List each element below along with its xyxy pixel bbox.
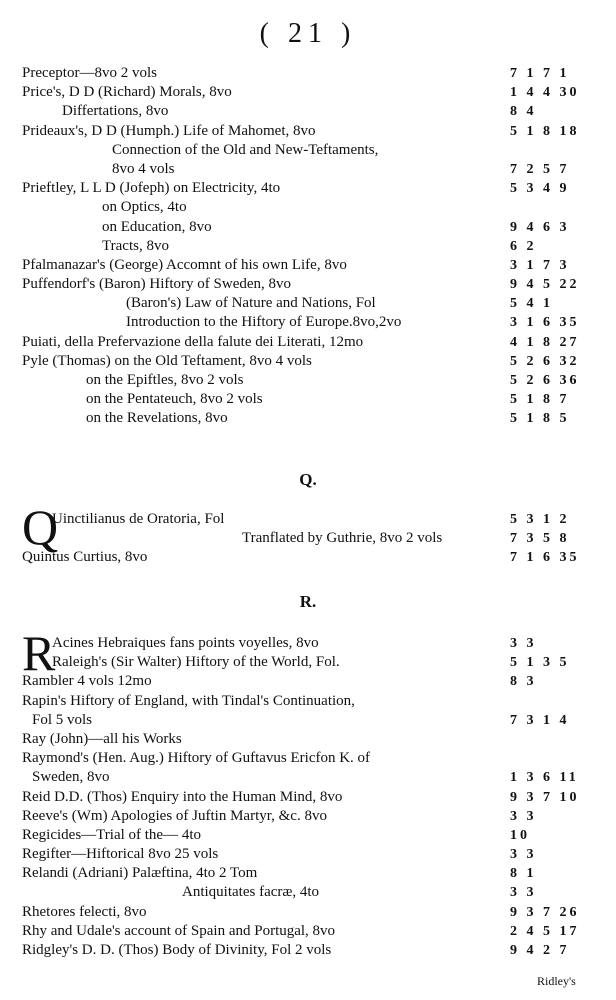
catalogue-entry: [22, 83, 604, 102]
entry-price: 4 1 8 27: [510, 334, 580, 350]
catalogue-entry: [22, 768, 604, 787]
entry-title: Pyle (Thomas) on the Old Teftament, 8vo 4 vols: [22, 352, 312, 369]
entry-price: 2 4 5 17: [510, 923, 580, 939]
entry-price: 10: [510, 827, 530, 843]
catalogue-entry: [22, 218, 604, 237]
entry-title: Regifter—Hiftorical 8vo 25 vols: [22, 846, 219, 863]
entry-title: Raymond's (Hen. Aug.) Hiftory of Guftavus Ericfon K. of: [22, 750, 371, 767]
catalogue-entry: [22, 883, 604, 902]
entry-title: Puiati, della Prefervazione della falute dei Literati, 12mo: [22, 333, 364, 350]
entry-price: 9 4 6 3: [510, 219, 570, 235]
entry-price: 9 4 5 22: [510, 277, 580, 293]
entry-title: Fol 5 vols: [32, 711, 93, 728]
catalogue-entry: [22, 102, 604, 121]
catalogue-entry: [22, 903, 604, 922]
catalogue-entry: [22, 548, 604, 567]
catalogue-entry: [22, 653, 604, 672]
entry-title: Tranflated by Guthrie, 8vo 2 vols: [242, 530, 443, 547]
catalogue-entry: [22, 922, 604, 941]
entry-title: Pfalmanazar's (George) Accomnt of his own Life, 8vo: [22, 256, 347, 273]
catalogue-entry: [22, 749, 604, 768]
entry-price: 3 3: [510, 808, 537, 824]
entry-title: Ray (John)—all his Works: [22, 730, 182, 747]
entry-title: Prieftley, L L D (Jofeph) on Electricity, 4to: [22, 180, 281, 197]
entry-title: Tracts, 8vo: [102, 237, 169, 254]
catalogue-entry: [22, 160, 604, 179]
entry-title: on the Pentateuch, 8vo 2 vols: [86, 391, 263, 408]
catalogue-entry: [22, 672, 604, 691]
entry-title: Reid D.D. (Thos) Enquiry into the Human Mind, 8vo: [22, 788, 343, 805]
catalogue-entry: [22, 409, 604, 428]
catalogue-entry: [22, 198, 604, 217]
entry-title: Rhy and Udale's account of Spain and Portugal, 8vo: [22, 922, 336, 939]
catchword: Ridley's: [537, 974, 576, 988]
catalogue-entry: [22, 256, 604, 275]
entry-title: Preceptor—8vo 2 vols: [22, 65, 157, 81]
catalogue-entry: [22, 371, 604, 390]
catalogue-entry: [22, 510, 604, 529]
entry-price: 3 1 6 35: [510, 315, 580, 331]
entry-title: Rhetores felecti, 8vo: [22, 903, 147, 920]
entry-price: 6 2: [510, 238, 537, 254]
entry-title: Quintus Curtius, 8vo: [22, 549, 148, 566]
entry-price: 5 2 6 32: [510, 353, 580, 369]
dropcap-q: Q: [22, 499, 59, 555]
entry-title: on Optics, 4to: [102, 199, 187, 216]
entry-title: on the Epiftles, 8vo 2 vols: [86, 372, 244, 388]
dropcap-r: R: [22, 625, 56, 681]
entry-price: 7 2 5 7: [510, 161, 570, 177]
catalogue-entry: [22, 275, 604, 294]
entry-title: on the Revelations, 8vo: [86, 410, 228, 427]
catalogue-entry: [22, 333, 604, 352]
entry-price: 7 1 6 35: [510, 550, 580, 566]
catalogue-entry: [22, 730, 604, 749]
entry-list-q: [22, 510, 604, 568]
entry-price: 7 3 5 8: [510, 531, 570, 547]
entry-price: 5 1 8 5: [510, 411, 570, 427]
entry-title: Introduction to the Hiftory of Europe.8vo,2vo: [126, 314, 402, 331]
catalogue-entry: [22, 313, 604, 332]
catalogue-entry: [22, 390, 604, 409]
entry-title: Puffendorf's (Baron) Hiftory of Sweden, 8vo: [22, 276, 292, 293]
catalogue-entry: [22, 826, 604, 845]
entry-price: 5 3 4 9: [510, 181, 570, 197]
entry-price: 7 3 1 4: [510, 712, 570, 728]
entry-title: Differtations, 8vo: [62, 103, 169, 120]
section-letter-q: Q.: [299, 470, 317, 489]
entry-title: (Baron's) Law of Nature and Nations, Fol: [126, 295, 376, 312]
catalogue-entry: [22, 179, 604, 198]
catalogue-entry: [22, 141, 604, 160]
catalogue-entry: [22, 711, 604, 730]
entry-price: 5 4 1: [510, 296, 553, 312]
entry-title: Rapin's Hiftory of England, with Tindal's Continuation,: [22, 692, 355, 709]
catalogue-entry: [22, 64, 604, 83]
section-letter-r: R.: [299, 592, 317, 611]
entry-title: 8vo 4 vols: [112, 160, 175, 177]
entry-price: 5 1 8 18: [510, 123, 580, 139]
entry-price: 5 1 8 7: [510, 392, 570, 408]
entry-title: Ridgley's D. D. (Thos) Body of Divinity, Fol 2 vols: [22, 942, 332, 958]
entry-price: 8 1: [510, 866, 537, 882]
catalogue-entry: [22, 941, 604, 960]
entry-title: Price's, D D (Richard) Morals, 8vo: [22, 84, 232, 101]
entry-title: Rambler 4 vols 12mo: [22, 673, 152, 690]
catalogue-entry: [22, 634, 604, 653]
entry-price: 1 4 4 30: [510, 85, 580, 101]
entry-list-r: [22, 634, 604, 960]
entry-price: 8 4: [510, 104, 537, 120]
catalogue-entry: [22, 864, 604, 883]
page-number: ( 21 ): [259, 18, 357, 49]
entry-price: 9 4 2 7: [510, 943, 570, 958]
catalogue-entry: [22, 529, 604, 548]
entry-price: 5 3 1 2: [510, 512, 570, 527]
entry-price: 8 3: [510, 674, 537, 690]
entry-price: 7 1 7 1: [510, 66, 570, 81]
entry-title: Sweden, 8vo: [32, 769, 110, 786]
entry-title: Acines Hebraiques fans points voyelles, 8vo: [52, 635, 319, 651]
catalogue-entry: [22, 237, 604, 256]
entry-price: 3 3: [510, 636, 537, 651]
entry-price: 5 1 3 5: [510, 655, 570, 671]
catalogue-entry: [22, 807, 604, 826]
entry-price: 9 3 7 26: [510, 904, 580, 920]
entry-title: Raleigh's (Sir Walter) Hiftory of the World, Fol.: [52, 654, 340, 671]
entry-title: on Education, 8vo: [102, 218, 212, 235]
entry-price: 1 3 6 11: [510, 770, 579, 786]
entry-price: 3 3: [510, 885, 537, 901]
entry-price: 9 3 7 10: [510, 789, 580, 805]
entry-list-p: [22, 64, 604, 429]
entry-price: 3 3: [510, 847, 537, 863]
entry-title: Connection of the Old and New-Teftaments,: [112, 141, 379, 158]
entry-title: Regicides—Trial of the— 4to: [22, 826, 202, 843]
entry-price: 5 2 6 36: [510, 373, 580, 388]
catalogue-entry: [22, 845, 604, 864]
entry-title: Antiquitates facræ, 4to: [182, 884, 320, 901]
catalogue-entry: [22, 692, 604, 711]
entry-title: Reeve's (Wm) Apologies of Juftin Martyr, &c. 8vo: [22, 807, 327, 824]
entry-title: Relandi (Adriani) Palæftina, 4to 2 Tom: [22, 865, 258, 882]
entry-title: Prideaux's, D D (Humph.) Life of Mahomet, 8vo: [22, 122, 316, 139]
catalogue-entry: [22, 352, 604, 371]
entry-price: 3 1 7 3: [510, 257, 570, 273]
catalogue-entry: [22, 122, 604, 141]
catalogue-entry: [22, 294, 604, 313]
entry-title: Uinctilianus de Oratoria, Fol: [52, 511, 225, 527]
catalogue-entry: [22, 788, 604, 807]
